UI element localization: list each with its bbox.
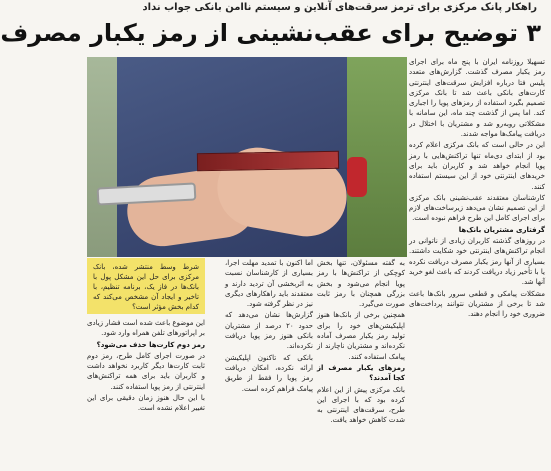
paragraph: اما اکنون با تمدید مهلت اجرا، بسیاری از کارشناسان نسبت به اثربخشی آن تردید دارند و معتقدند باید راهکارهای دیگری نیز در نظر گرفته شود.	[225, 259, 313, 309]
article-column-middle	[317, 258, 405, 467]
article-photo	[87, 57, 407, 257]
paragraph: در صورت اجرای کامل طرح، رمز دوم ثابت کارت‌ها دیگر کاربرد نخواهد داشت و کاربران باید برای همه تراکنش‌های اینترنتی از رمز پویا استفاده کنند.	[87, 351, 205, 391]
article-column-right	[409, 57, 545, 467]
paragraph: تسهیلا روزنامه ایران با پنج ماه برای اجرای رمز یکبار مصرف گذشت. گزارش‌های متعدد پلیس فتا درباره افزایش سرقت‌های اینترنتی کارت‌های بانکی باعث شد تا بانک مرکزی تصمیم بگیرد استفاده از رمزهای پویا را اجباری کند. اما پس از گذشت چند ماه، این سامانه با مشکلاتی روبه‌رو شد و مشتریان با اختلال در دریافت پیامک‌ها مواجه شدند.	[409, 58, 545, 139]
paragraph: مشکلات پیامکی و قطعی سرور بانک‌ها باعث شد تا برخی از مشتریان نتوانند پرداخت‌های ضروری خود را انجام دهند.	[409, 289, 545, 319]
paragraph: کارشناسان معتقدند عقب‌نشینی بانک مرکزی از این تصمیم نشان می‌دهد زیرساخت‌های لازم برای اجرای کامل این طرح فراهم نبوده است.	[409, 193, 545, 223]
paragraph: گزارش‌ها نشان می‌دهد که حدود ۲۰ درصد از مشتریان بانکی هنوز رمز پویا دریافت نکرده‌اند.	[225, 311, 313, 351]
paragraph: همچنین برخی از بانک‌ها هنوز اپلیکیشن‌های خود را برای تولید رمز یکبار مصرف آماده نکرده‌اند و مشتریان ناچارند از پیامک استفاده کنند.	[317, 311, 405, 361]
subheading: رمزهای یکبار مصرف از کجا آمدند؟	[317, 363, 405, 383]
paragraph: این در حالی است که بانک مرکزی اعلام کرده بود از ابتدای دی‌ماه تنها تراکنش‌هایی با رمز پویا انجام خواهد شد و کاربران باید برای خریدهای اینترنتی خود از این سیستم استفاده کنند.	[409, 141, 545, 191]
paragraph: به گفته مسئولان، تنها بخش کوچکی از تراکنش‌ها با رمز پویا انجام می‌شود و بخش بزرگی همچنان با رمز ثابت صورت می‌گیرد.	[317, 259, 405, 309]
watch-icon	[347, 157, 367, 197]
paragraph: با این حال هنوز زمان دقیقی برای این تغییر اعلام نشده است.	[87, 394, 205, 413]
article-column-middle-2	[225, 258, 313, 467]
subheading: رمز دوم کارت‌ها حذف می‌شود؟	[96, 340, 205, 349]
pull-quote: شرط وسط منتشر شده، بانک مرکزی برای حل این مشکل پول با بانک‌ها در فاز یک، برنامه تنظیم، با تاخیر و ایجاد آن مشخص می‌کند که کدام بخش مؤثر است؟	[87, 258, 205, 314]
paragraph: بانک مرکزی پیش از این اعلام کرده بود که با اجرای این طرح، سرقت‌های اینترنتی به شدت کاهش خواهد یافت.	[317, 385, 405, 425]
bank-card-icon	[197, 151, 339, 171]
paragraph: این موضوع باعث شده است فشار زیادی بر اپراتورهای تلفن همراه وارد شود.	[87, 319, 205, 338]
article-kicker: راهکار پانک مرکزی برای ترمز سرقت‌های آنلاین و سیستم ناامن بانکی جواب نداد	[142, 2, 537, 13]
article-headline: ۳ توضیح برای عقب‌نشینی از رمز یکبار مصرف	[0, 19, 541, 47]
article-column-left	[87, 318, 205, 467]
paragraph: بانکی که تاکنون اپلیکیشن ارائه نکرده، امکان دریافت رمز پویا را فقط از طریق پیامک فراهم کرده است.	[225, 353, 313, 393]
subheading: گرفتاری مشتریان بانک‌ها	[458, 225, 545, 234]
paragraph: در روزهای گذشته کاربران زیادی از ناتوانی در انجام تراکنش‌های اینترنتی خود شکایت داشتند. بسیاری از آنها رمز یکبار مصرف دریافت نکرده یا با تأخیر زیاد دریافت کردند که باعث لغو خرید آنها شد.	[409, 237, 545, 287]
